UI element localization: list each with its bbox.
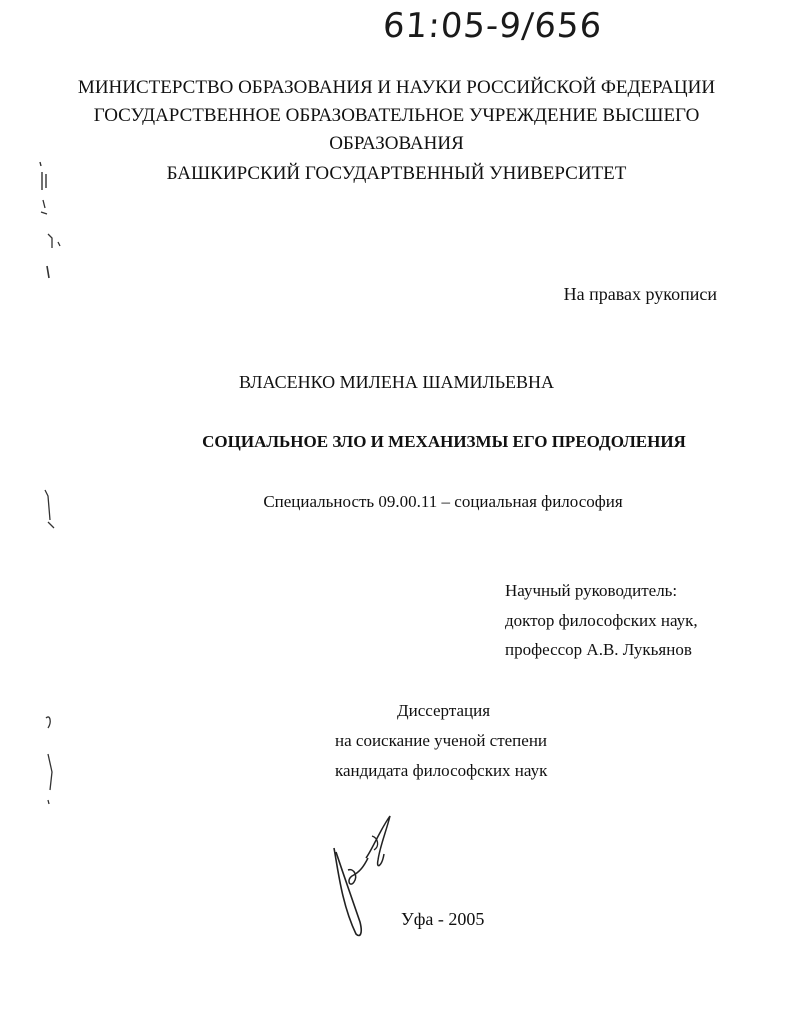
dissertation-title: СОЦИАЛЬНОЕ ЗЛО И МЕХАНИЗМЫ ЕГО ПРЕОДОЛЕНИЯ — [202, 432, 686, 451]
archive-number: 61:05-9/656 — [381, 6, 604, 46]
scan-margin-marks — [30, 150, 90, 850]
city-year: Уфа - 2005 — [401, 909, 485, 929]
header-line: МИНИСТЕРСТВО ОБРАЗОВАНИЯ И НАУКИ РОССИЙСКОЙ ФЕДЕРАЦИИ — [77, 77, 716, 98]
supervisor-line: доктор философских наук, — [505, 611, 698, 630]
manuscript-note: На правах рукописи — [563, 284, 717, 304]
dissertation-line: Диссертация — [397, 701, 491, 720]
supervisor-line: Научный руководитель: — [505, 581, 678, 600]
specialty: Специальность 09.00.11 – социальная философия — [263, 492, 623, 511]
header-line: БАШКИРСКИЙ ГОСУДАРТВЕННЫЙ УНИВЕРСИТЕТ — [166, 163, 627, 184]
dissertation-line: на соискание ученой степени — [335, 731, 548, 750]
signature-image — [320, 810, 400, 940]
author-name: ВЛАСЕНКО МИЛЕНА ШАМИЛЬЕВНА — [238, 372, 555, 392]
header-line: ГОСУДАРСТВЕННОЕ ОБРАЗОВАТЕЛЬНОЕ УЧРЕЖДЕНИЕ ВЫСШЕГО — [93, 105, 700, 126]
header-line: ОБРАЗОВАНИЯ — [329, 133, 464, 154]
supervisor-line: профессор А.В. Лукьянов — [505, 640, 692, 659]
dissertation-line: кандидата философских наук — [335, 761, 548, 780]
